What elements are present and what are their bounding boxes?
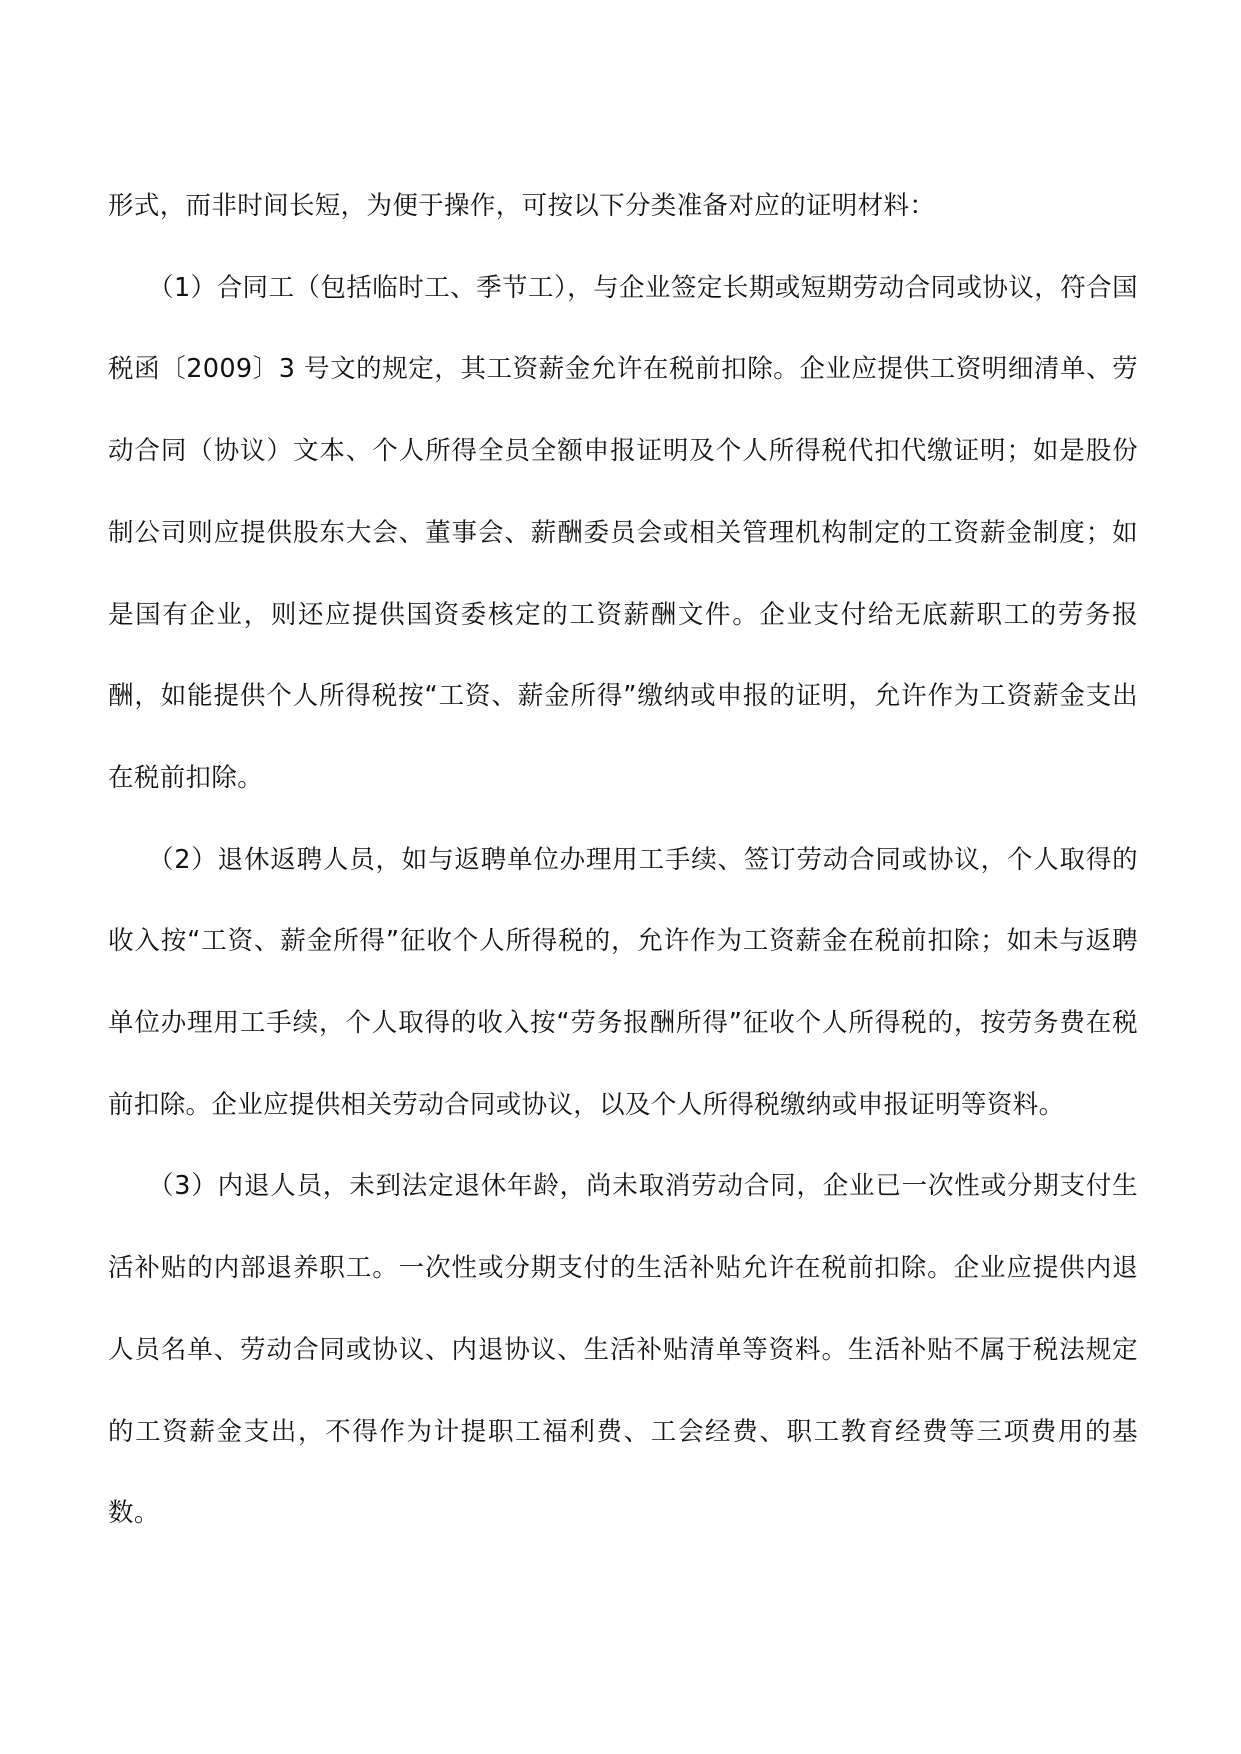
document-body xyxy=(108,166,1138,1555)
paragraph-continuation: 形式，而非时间长短，为便于操作，可按以下分类准备对应的证明材料： xyxy=(108,191,936,221)
paragraph-rehired-retirees: （2）退休返聘人员，如与返聘单位办理用工手续、签订劳动合同或协议，个人取得的收入按“工资、薪金所得”征收个人所得税的，允许作为工资薪金在税前扣除；如未与返聘单位办理用工手续，个人取得的收入按“劳务报酬所得”征收个人所得税的，按劳务费在税前扣除。企业应提供相关劳动合同或协议，以及个人所得税缴纳或申报证明等资料。 xyxy=(108,844,1138,1120)
paragraph-internal-retirees: （3）内退人员，未到法定退休年龄，尚未取消劳动合同，企业已一次性或分期支付生活补贴的内部退养职工。一次性或分期支付的生活补贴允许在税前扣除。企业应提供内退人员名单、劳动合同或协议、内退协议、生活补贴清单等资料。生活补贴不属于税法规定的工资薪金支出，不得作为计提职工福利费、工会经费、职工教育经费等三项费用的基数。 xyxy=(108,1171,1138,1529)
paragraph-contract-workers: （1）合同工（包括临时工、季节工），与企业签定长期或短期劳动合同或协议，符合国税函〔2009〕3 号文的规定，其工资薪金允许在税前扣除。企业应提供工资明细清单、劳动合同（协议）文本、个人所得全员全额申报证明及个人所得税代扣代缴证明；如是股份制公司则应提供股东大会、董事会、薪酬委员会或相关管理机构制定的工资薪金制度；如是国有企业，则还应提供国资委核定的工资薪酬文件。企业支付给无底薪职工的劳务报酬，如能提供个人所得税按“工资、薪金所得”缴纳或申报的证明，允许作为工资薪金支出在税前扣除。 xyxy=(108,272,1138,793)
